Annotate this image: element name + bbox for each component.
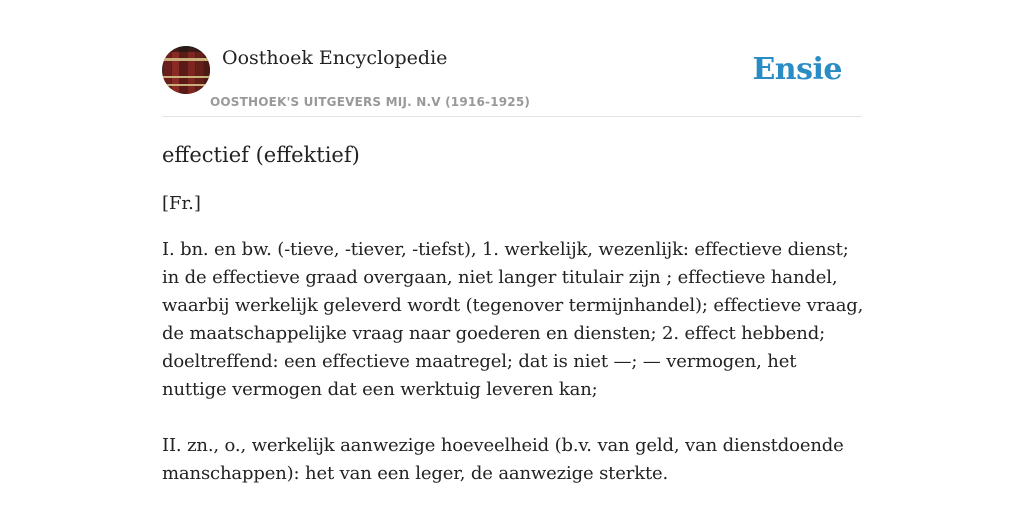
source-header — [162, 46, 862, 117]
source-subtitle: OOSTHOEK'S UITGEVERS MIJ. N.V (1916-1925) — [210, 95, 531, 109]
entry-paragraph-1: I. bn. en bw. (-tieve, -tiever, -tiefst), 1. werkelijk, wezenlijk: effectieve dienst; in de effectieve graad overgaan, niet langer titulair zijn ; effectieve handel, waarbij werkelijk geleverd wordt (tegenover termijnhandel); effectieve vraag, de maatschappelijke vraag naar goederen en diensten; 2. effect hebbend; doeltreffend: een effectieve maatregel; dat is niet —; — vermogen, het nuttige vermogen dat een werktuig leveren kan; — [162, 239, 864, 400]
entry-paragraph-2: II. zn., o., werkelijk aanwezige hoeveelheid (b.v. van geld, van dienstdoende manschappen): het van een leger, de aanwezige sterkte. — [162, 435, 844, 484]
source-avatar[interactable] — [162, 46, 210, 94]
source-title[interactable]: Oosthoek Encyclopedie — [222, 47, 448, 69]
ensie-logo-link[interactable]: Ensie — [752, 52, 842, 87]
entry-origin: [Fr.] — [162, 193, 201, 214]
book-spines-icon — [162, 46, 210, 94]
entry-headword: effectief (effektief) — [162, 143, 360, 167]
entry-content — [162, 140, 866, 488]
